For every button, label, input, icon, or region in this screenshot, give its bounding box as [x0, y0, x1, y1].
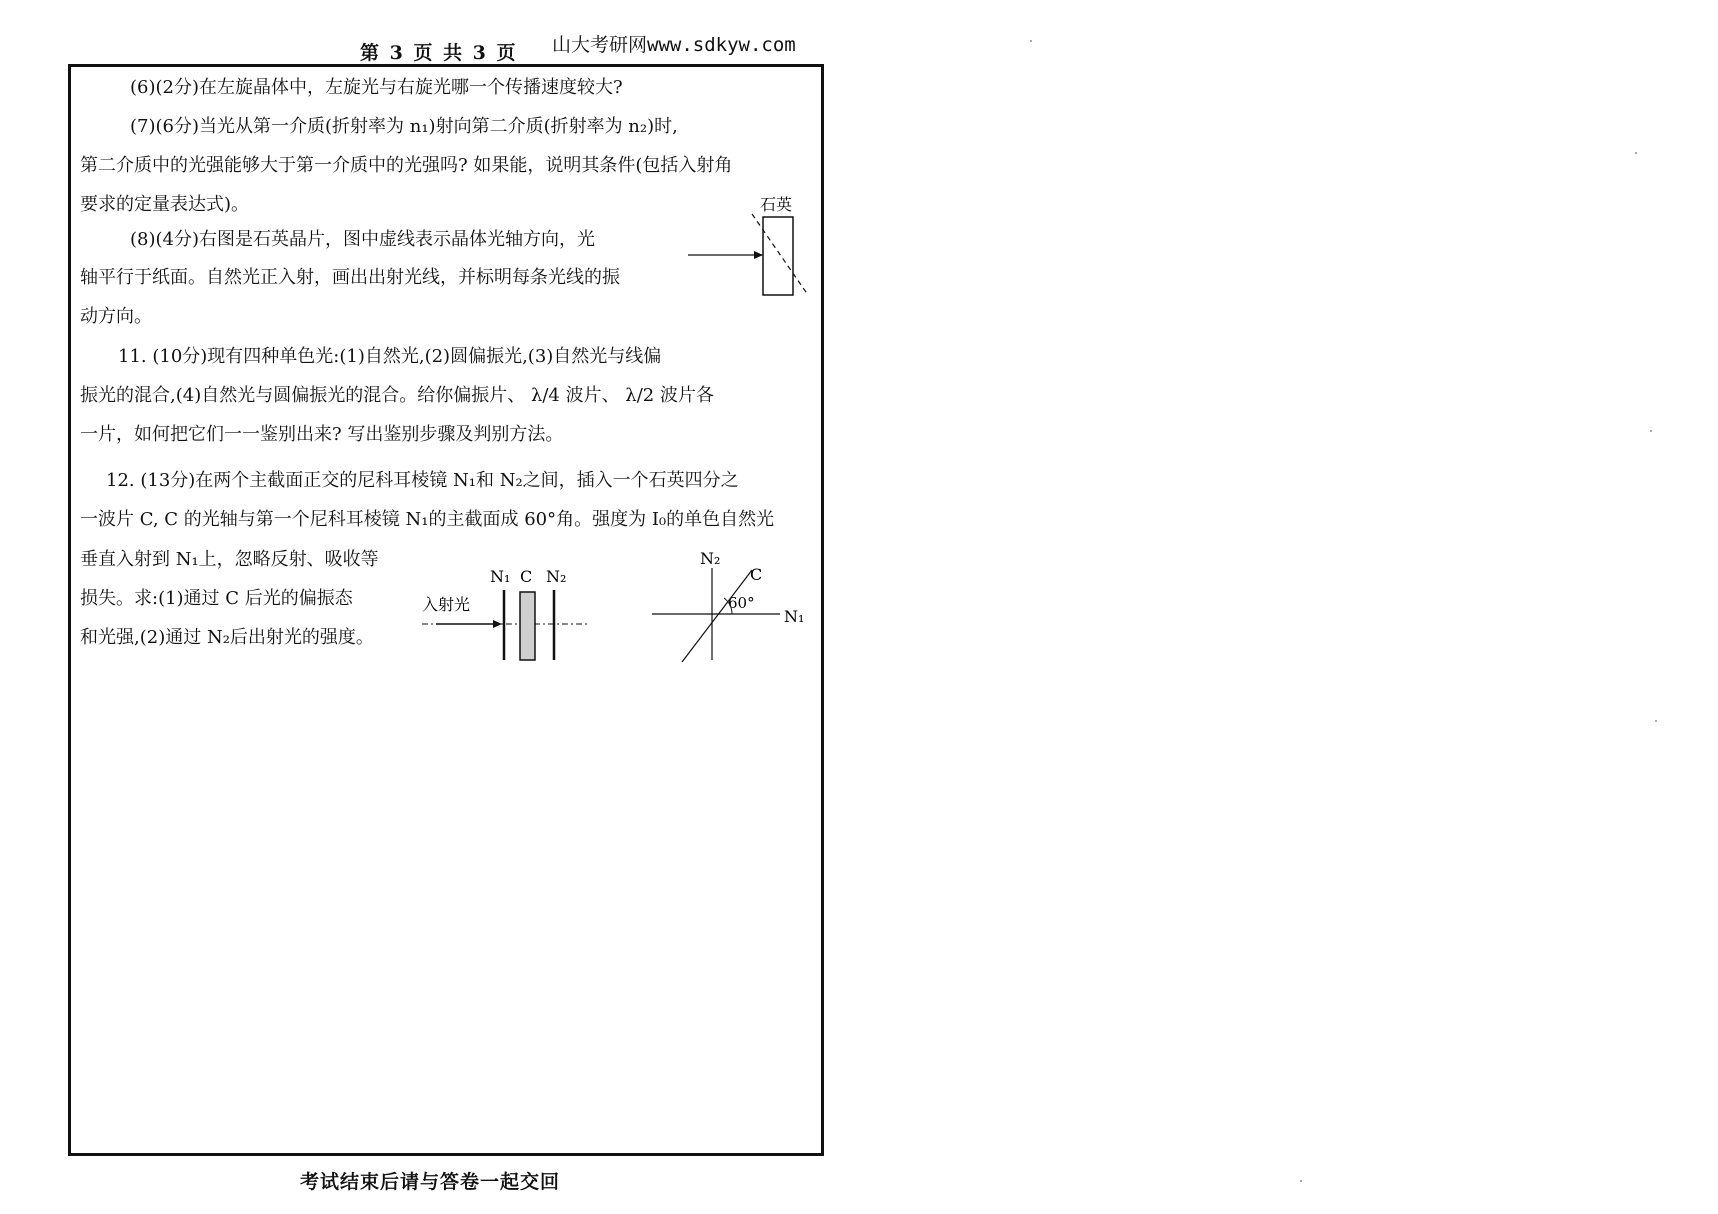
question-8-line-1: (8)(4分)右图是石英晶片，图中虚线表示晶体光轴方向，光: [130, 229, 595, 250]
question-12-line-5: 和光强,(2)通过 N₂后出射光的强度。: [80, 627, 374, 648]
label-incident: 入射光: [422, 595, 471, 614]
question-11-line-1: 11. (10分)现有四种单色光:(1)自然光,(2)圆偏振光,(3)自然光与线偏: [118, 346, 662, 367]
question-7-line-1: (7)(6分)当光从第一介质(折射率为 n₁)射向第二介质(折射率为 n₂)时,: [130, 116, 678, 137]
page-indicator: 第 3 页 共 3 页: [360, 42, 518, 64]
scan-speck: [1030, 40, 1032, 42]
question-8-line-2: 轴平行于纸面。自然光正入射，画出出射光线，并标明每条光线的振: [80, 267, 620, 288]
question-11-line-2: 振光的混合,(4)自然光与圆偏振光的混合。给你偏振片、 λ/4 波片、 λ/2 波片各: [80, 385, 714, 406]
scan-speck: [1655, 720, 1657, 722]
incident-arrowhead: [493, 620, 502, 628]
wave-plate-c: [520, 592, 535, 660]
footer-note: 考试结束后请与答卷一起交回: [300, 1171, 561, 1193]
nicol-setup-figure: [416, 560, 596, 670]
scan-speck: [1300, 1180, 1302, 1182]
question-12-line-4: 损失。求:(1)通过 C 后光的偏振态: [80, 588, 353, 609]
axes-figure: [640, 548, 820, 668]
label-n1: N₁: [784, 607, 805, 626]
question-6: (6)(2分)在左旋晶体中，左旋光与右旋光哪一个传播速度较大?: [130, 77, 623, 98]
quartz-label: 石英: [760, 195, 793, 214]
incident-arrowhead: [754, 251, 763, 259]
scan-speck: [1635, 152, 1637, 154]
question-12-line-2: 一波片 C, C 的光轴与第一个尼科耳棱镜 N₁的主截面成 60°角。强度为 I₀的单色自然光: [80, 509, 775, 530]
question-8-line-3: 动方向。: [80, 306, 152, 327]
site-watermark: 山大考研网www.sdkyw.com: [552, 34, 796, 56]
quartz-figure: [680, 192, 820, 302]
label-n2: N₂: [700, 549, 721, 568]
label-angle: 60°: [728, 594, 755, 612]
question-7-line-2: 第二介质中的光强能够大于第一介质中的光强吗? 如果能，说明其条件(包括入射角: [80, 155, 733, 176]
label-n1: N₁: [490, 567, 511, 586]
label-c: C: [520, 567, 533, 586]
question-12-line-1: 12. (13分)在两个主截面正交的尼科耳棱镜 N₁和 N₂之间，插入一个石英四分之: [106, 470, 739, 491]
scan-speck: [1650, 430, 1652, 432]
question-7-line-3: 要求的定量表达式)。: [80, 194, 250, 215]
c-axis: [682, 570, 752, 662]
label-n2: N₂: [546, 567, 567, 586]
question-11-line-3: 一片，如何把它们一一鉴别出来? 写出鉴别步骤及判别方法。: [80, 424, 564, 445]
label-c: C: [750, 565, 763, 584]
quartz-plate: [763, 217, 793, 295]
question-12-line-3: 垂直入射到 N₁上，忽略反射、吸收等: [80, 549, 379, 570]
